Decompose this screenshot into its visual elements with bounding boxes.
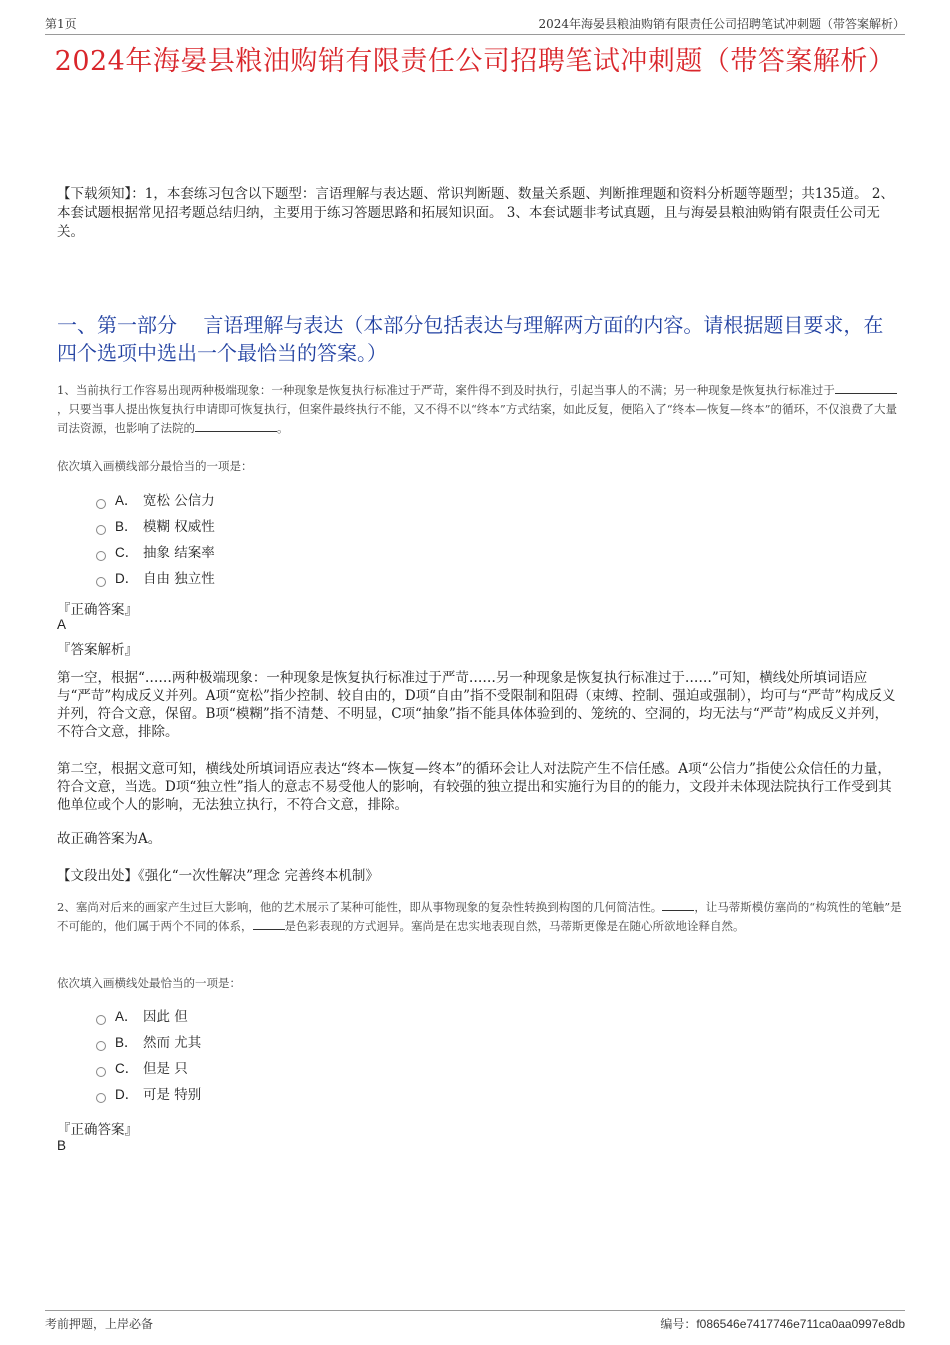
question-2-part2: ，让马蒂斯模仿塞尚的“构筑性的笔触”是不可能的，他们属于两个不同的体系，	[57, 900, 902, 933]
question-2-part1: 2、塞尚对后来的画家产生过巨大影响，他的艺术展示了某种可能性，即从事物现象的复杂性转换到构图的几何简洁性。	[57, 900, 663, 914]
footer-code-value: f086546e7417746e711ca0aa0997e8db	[696, 1317, 905, 1331]
option-letter: D．	[115, 1087, 139, 1102]
question-1-source: 【文段出处】《强化“一次性解决”理念 完善终本机制》	[57, 868, 379, 884]
footer-code	[660, 1315, 905, 1332]
option-d[interactable]	[96, 566, 496, 592]
radio-icon[interactable]	[96, 525, 106, 535]
question-1-analysis-label: 『答案解析』	[57, 642, 138, 658]
question-1-blank-2	[195, 419, 277, 432]
option-b[interactable]	[96, 1030, 496, 1056]
option-text: 宽松 公信力	[143, 493, 215, 509]
question-1-text	[57, 381, 902, 438]
radio-icon[interactable]	[96, 1015, 106, 1025]
radio-icon[interactable]	[96, 1041, 106, 1051]
option-text: 抽象 结案率	[143, 545, 215, 561]
question-2-part3: 是色彩表现的方式迥异。塞尚是在忠实地表现自然，马蒂斯更像是在随心所欲地诠释自然。	[284, 919, 745, 933]
question-1-instruction: 依次填入画横线部分最恰当的一项是：	[57, 459, 253, 473]
question-1-part3: 。	[277, 421, 289, 435]
question-2-answer-label: 『正确答案』	[57, 1122, 138, 1138]
radio-icon[interactable]	[96, 551, 106, 561]
option-text: 可是 特别	[143, 1087, 202, 1103]
option-text: 模糊 权威性	[143, 519, 215, 535]
radio-icon[interactable]	[96, 1067, 106, 1077]
question-2-options	[96, 1004, 496, 1108]
option-b[interactable]	[96, 514, 496, 540]
option-letter: D．	[115, 571, 139, 586]
option-a[interactable]	[96, 488, 496, 514]
option-letter: C．	[115, 545, 139, 560]
question-2-blank-2	[253, 917, 285, 930]
option-letter: C．	[115, 1061, 139, 1076]
option-text: 自由 独立性	[143, 571, 215, 587]
question-1-answer: A	[57, 617, 67, 632]
question-1-analysis-p1: 第一空，根据“……两种极端现象：一种现象是恢复执行标准过于严苛……另一种现象是恢复执行标准过于……”可知，横线处所填词语应与“严苛”构成反义并列。A项“宽松”指少控制、较自由的，D项“自由”指不受限制和阻碍（束缚、控制、强迫或强制），均可与“严苛”构成反义并列，符合文意，保留。B项“模糊”指不清楚、不明显，C项“抽象”指不能具体体验到的、笼统的、空洞的，均无法与“严苛”构成反义并列，不符合文意，排除。	[57, 670, 896, 740]
option-letter: A．	[115, 1009, 138, 1024]
page-header	[45, 14, 905, 35]
question-1-analysis-p2: 第二空，根据文意可知，横线处所填词语应表达“终本—恢复—终本”的循环会让人对法院产生不信任感。A项“公信力”指使公众信任的力量，符合文意，当选。D项“独立性”指人的意志不易受他人的影响，有较强的独立提出和实施行为目的的能力，文段并未体现法院执行工作受到其他单位或个人的影响，无法独立执行，不符合文意，排除。	[57, 761, 892, 813]
option-letter: B．	[115, 519, 138, 534]
page-footer	[45, 1310, 905, 1333]
option-c[interactable]	[96, 1056, 496, 1082]
question-1-analysis-p3: 故正确答案为A。	[57, 831, 162, 847]
question-2-blank-1	[662, 898, 694, 911]
option-text: 因此 但	[143, 1009, 188, 1025]
question-2-instruction: 依次填入画横线处最恰当的一项是：	[57, 976, 241, 990]
radio-icon[interactable]	[96, 499, 106, 509]
document-title: 2024年海晏县粮油购销有限责任公司招聘笔试冲刺题（带答案解析）	[54, 46, 896, 77]
option-d[interactable]	[96, 1082, 496, 1108]
question-2-text	[57, 898, 902, 936]
footer-slogan: 考前押题，上岸必备	[45, 1317, 154, 1331]
footer-code-label: 编号：	[660, 1317, 697, 1331]
question-2-answer: B	[57, 1138, 67, 1153]
question-1-answer-label: 『正确答案』	[57, 602, 138, 618]
question-1-blank-1	[835, 381, 897, 394]
download-notice: 【下载须知】：1，本套练习包含以下题型：言语理解与表达题、常识判断题、数量关系题、判断推理题和资料分析题等题型；共135道。 2、本套试题根据常见招考题总结归纳，主要用于练习答题思路和拓展知识面。 3、本套试题非考试真题，且与海晏县粮油购销有限责任公司无关。	[57, 186, 894, 240]
option-letter: B．	[115, 1035, 138, 1050]
page-number: 第1页	[45, 17, 77, 31]
radio-icon[interactable]	[96, 1093, 106, 1103]
question-1-options	[96, 488, 496, 592]
option-text: 但是 只	[143, 1061, 188, 1077]
question-1-part2: ，只要当事人提出恢复执行申请即可恢复执行，但案件最终执行不能，又不得不以“终本”方式结案，如此反复，便陷入了“终本—恢复—终本”的循环，不仅浪费了大量司法资源，也影响了法院的	[57, 402, 898, 435]
question-1-part1: 1、当前执行工作容易出现两种极端现象：一种现象是恢复执行标准过于严苛，案件得不到及时执行，引起当事人的不满；另一种现象是恢复执行标准过于	[57, 383, 835, 397]
section-heading: 一、第一部分 言语理解与表达（本部分包括表达与理解两方面的内容。请根据题目要求，在四个选项中选出一个最恰当的答案。）	[57, 313, 884, 365]
option-text: 然而 尤其	[143, 1035, 202, 1051]
radio-icon[interactable]	[96, 577, 106, 587]
option-a[interactable]	[96, 1004, 496, 1030]
option-letter: A．	[115, 493, 138, 508]
header-doc-title: 2024年海晏县粮油购销有限责任公司招聘笔试冲刺题（带答案解析）	[538, 17, 905, 31]
option-c[interactable]	[96, 540, 496, 566]
